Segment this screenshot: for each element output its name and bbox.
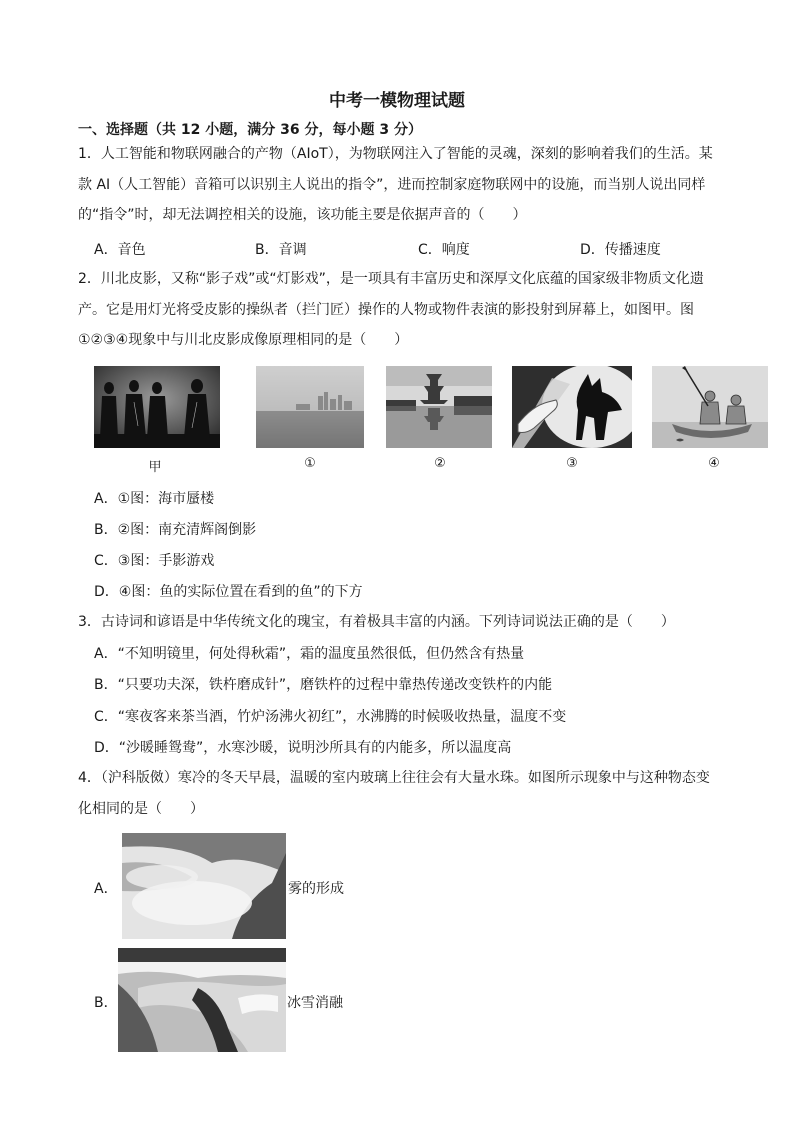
- q2-option-d: D．④图：鱼的实际位置在看到的鱼”的下方: [94, 584, 363, 600]
- q3-option-d: D．“沙暖睡鸳鸯”，水寒沙暖，说明沙所具有的内能多，所以温度高: [94, 740, 512, 756]
- q2-line-2: 产。它是用灯光将受皮影的操纵者（拦门匠）操作的人物或物件表演的影投射到屏幕上，如图甲。图: [78, 302, 694, 318]
- q2-option-c: C．③图：手影游戏: [94, 553, 215, 569]
- q2-option-a: A．①图：海市蜃楼: [94, 491, 215, 507]
- q1-option-c: C．响度: [418, 242, 470, 258]
- q4-option-b-letter: B．: [94, 995, 118, 1011]
- q1-line-2: 款 AI（人工智能）音箱可以识别主人说出的指令”，进而控制家庭物联网中的设施，而当别人说出同样: [78, 177, 706, 193]
- q3-option-c: C．“寒夜客来茶当酒，竹炉汤沸火初红”，水沸腾的时候吸收热量，温度不变: [94, 709, 567, 725]
- q3-option-b: B．“只要功夫深，铁杵磨成针”，磨铁杵的过程中靠热传递改变铁杵的内能: [94, 677, 553, 693]
- q4-option-b-text: 冰雪消融: [287, 995, 343, 1011]
- q1-line-3: 的“指令”时，却无法调控相关的设施，该功能主要是依据声音的（ ）: [78, 207, 527, 223]
- figure-caption-1: ①: [304, 456, 316, 471]
- figure-caption-3: ③: [566, 456, 578, 471]
- q1-option-b: B．音调: [255, 242, 307, 258]
- spear-fishing-image: [652, 366, 768, 448]
- figure-caption-2: ②: [434, 456, 446, 471]
- q2-line-1: 2．川北皮影，又称“影子戏”或“灯影戏”，是一项具有丰富历史和深厚文化底蕴的国家级非物质文化遗: [78, 271, 704, 287]
- page-title: 中考一模物理试题: [329, 91, 465, 111]
- section-heading: 一、选择题（共 12 小题，满分 36 分，每小题 3 分）: [78, 122, 422, 138]
- q2-option-b: B．②图：南充清辉阁倒影: [94, 522, 257, 538]
- q3-option-a: A．“不知明镜里，何处得秋霜”，霜的温度虽然很低，但仍然含有热量: [94, 646, 525, 662]
- shadow-puppet-image: [94, 366, 220, 448]
- hand-shadow-image: [512, 366, 632, 448]
- q2-line-3: ①②③④现象中与川北皮影成像原理相同的是（ ）: [78, 332, 409, 348]
- fog-image: [122, 833, 286, 939]
- q4-line-1: 4．（沪科版傚）寒冷的冬天早晨，温暖的室内玻璃上往往会有大量水珠。如图所示现象中与这种物态变: [78, 770, 710, 786]
- q3-line-1: 3．古诗词和谚语是中华传统文化的瑰宝，有着极具丰富的内涵。下列诗词说法正确的是（ ）: [78, 614, 675, 630]
- figure-caption-jia: 甲: [148, 460, 162, 475]
- mirage-image: [256, 366, 364, 448]
- q1-line-1: 1．人工智能和物联网融合的产物（AIoT），为物联网注入了智能的灵魂，深刻的影响着我们的生活。某: [78, 146, 713, 162]
- figure-caption-4: ④: [708, 456, 720, 471]
- q4-option-a-text: 雾的形成: [288, 881, 344, 897]
- q1-option-a: A．音色: [94, 242, 146, 258]
- melting-snow-image: [118, 948, 286, 1052]
- q4-line-2: 化相同的是（ ）: [78, 801, 204, 817]
- pavilion-reflection-image: [386, 366, 492, 448]
- q1-option-d: D．传播速度: [580, 242, 661, 258]
- q4-option-a-letter: A．: [94, 881, 118, 897]
